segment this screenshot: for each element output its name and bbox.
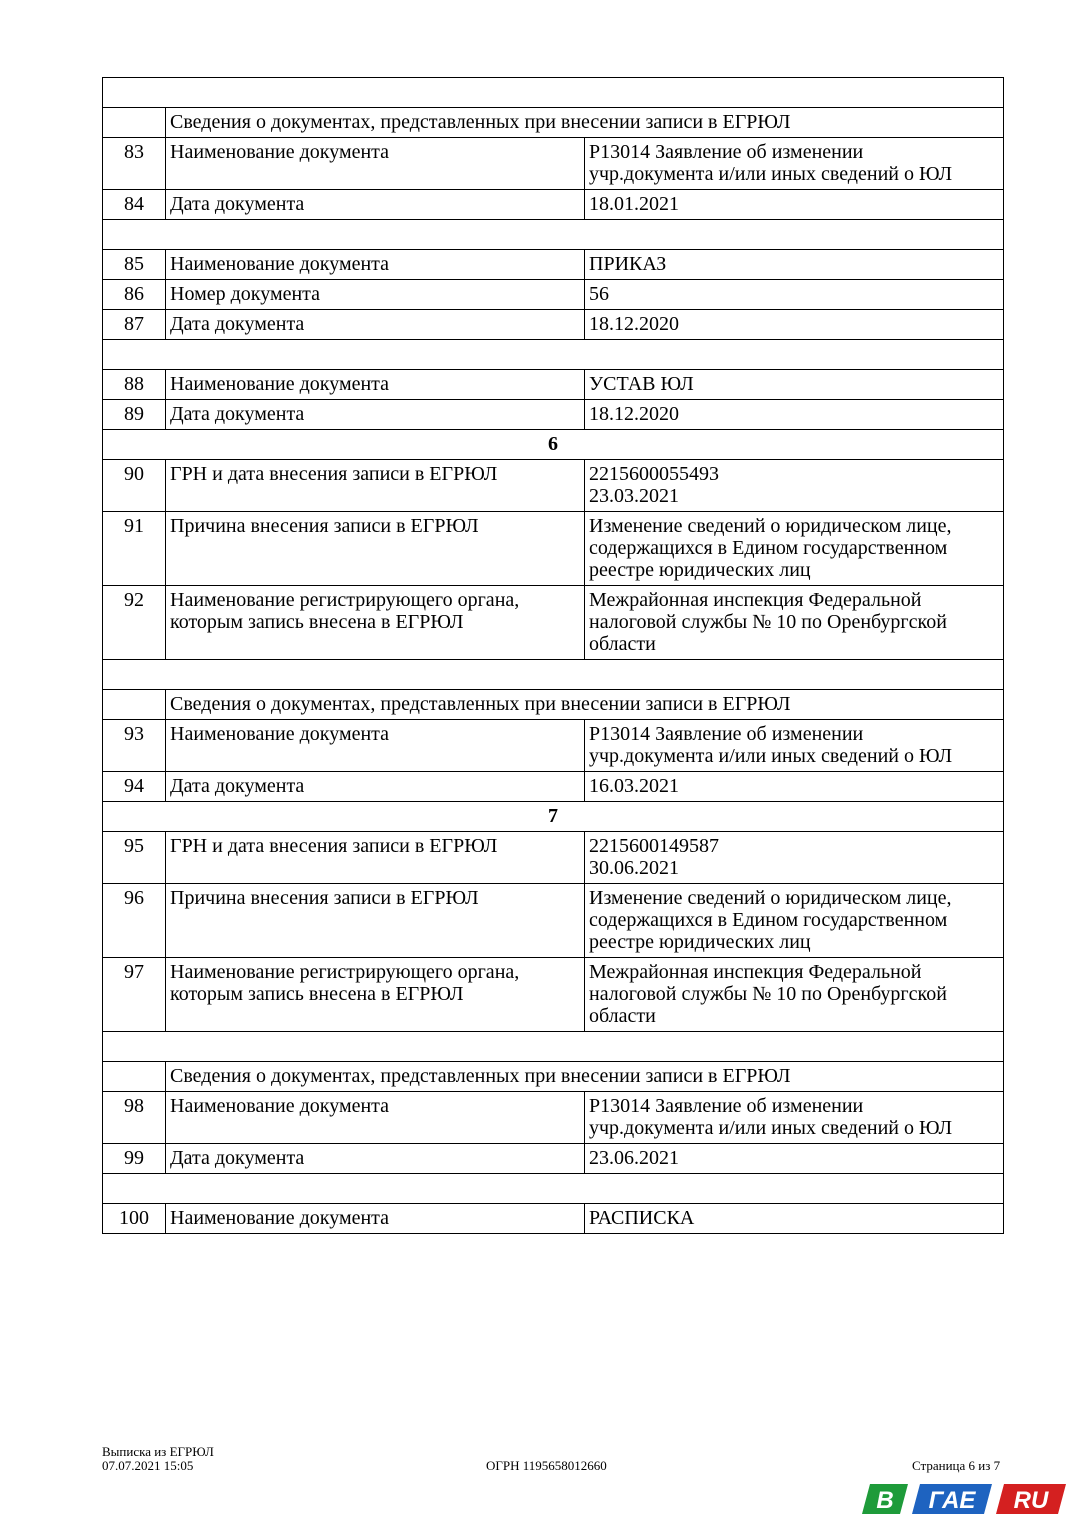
row-value: 2215600055493 23.03.2021: [585, 460, 1004, 512]
table-row: [103, 1204, 1004, 1234]
table-row: [103, 460, 1004, 512]
row-value: 56: [585, 280, 1004, 310]
row-number: 93: [103, 720, 166, 772]
blank-cell: [103, 220, 1004, 250]
row-label: Дата документа: [166, 400, 585, 430]
row-value: УСТАВ ЮЛ: [585, 370, 1004, 400]
row-label: Причина внесения записи в ЕГРЮЛ: [166, 884, 585, 958]
row-number: 98: [103, 1092, 166, 1144]
row-value: Р13014 Заявление об изменении учр.документа и/или иных сведений о ЮЛ: [585, 138, 1004, 190]
table-row: [103, 138, 1004, 190]
table-row: [103, 370, 1004, 400]
table-row: [103, 512, 1004, 586]
row-label: Дата документа: [166, 1144, 585, 1174]
row-value: Р13014 Заявление об изменении учр.документа и/или иных сведений о ЮЛ: [585, 720, 1004, 772]
row-label: Дата документа: [166, 310, 585, 340]
row-value: 23.06.2021: [585, 1144, 1004, 1174]
empty-num-cell: [103, 690, 166, 720]
blank-row: [103, 660, 1004, 690]
row-value: Изменение сведений о юридическом лице, содержащихся в Едином государственном реестре юридических лиц: [585, 884, 1004, 958]
row-value: 18.12.2020: [585, 400, 1004, 430]
section-number: 7: [103, 802, 1004, 832]
row-value: 18.01.2021: [585, 190, 1004, 220]
logo-part-0-text: В: [876, 1487, 894, 1514]
row-number: 90: [103, 460, 166, 512]
blank-row: [103, 220, 1004, 250]
row-value: Межрайонная инспекция Федеральной налоговой службы № 10 по Оренбургской области: [585, 958, 1004, 1032]
row-number: 92: [103, 586, 166, 660]
row-number: 84: [103, 190, 166, 220]
table-row: [103, 190, 1004, 220]
documents-header: Сведения о документах, представленных при внесении записи в ЕГРЮЛ: [166, 1062, 1004, 1092]
section-number-row: [103, 430, 1004, 460]
table-row: [103, 772, 1004, 802]
row-label: Причина внесения записи в ЕГРЮЛ: [166, 512, 585, 586]
table-row: [103, 720, 1004, 772]
row-number: 86: [103, 280, 166, 310]
row-number: 99: [103, 1144, 166, 1174]
row-label: Наименование документа: [166, 1204, 585, 1234]
blank-row: [103, 78, 1004, 108]
blank-cell: [103, 1174, 1004, 1204]
row-label: Наименование документа: [166, 138, 585, 190]
row-number: 88: [103, 370, 166, 400]
table-row: [103, 958, 1004, 1032]
row-number: 97: [103, 958, 166, 1032]
table-row: [103, 1092, 1004, 1144]
row-number: 91: [103, 512, 166, 586]
site-logo-watermark: [860, 1480, 1070, 1518]
row-number: 83: [103, 138, 166, 190]
table-row: [103, 250, 1004, 280]
table-row: [103, 884, 1004, 958]
row-value: 18.12.2020: [585, 310, 1004, 340]
footer-page-number: Страница 6 из 7: [912, 1458, 1001, 1473]
row-value: Р13014 Заявление об изменении учр.документа и/или иных сведений о ЮЛ: [585, 1092, 1004, 1144]
row-label: Номер документа: [166, 280, 585, 310]
row-label: ГРН и дата внесения записи в ЕГРЮЛ: [166, 460, 585, 512]
blank-row: [103, 340, 1004, 370]
logo-part-2-text: RU: [1013, 1487, 1049, 1514]
row-label: ГРН и дата внесения записи в ЕГРЮЛ: [166, 832, 585, 884]
row-label: Дата документа: [166, 772, 585, 802]
row-number: 96: [103, 884, 166, 958]
table-row: [103, 310, 1004, 340]
blank-cell: [103, 660, 1004, 690]
row-value: 2215600149587 30.06.2021: [585, 832, 1004, 884]
row-label: Дата документа: [166, 190, 585, 220]
blank-row: [103, 1174, 1004, 1204]
blank-row: [103, 1032, 1004, 1062]
footer-doc-title: Выписка из ЕГРЮЛ: [102, 1444, 214, 1459]
row-value: РАСПИСКА: [585, 1204, 1004, 1234]
row-value: Изменение сведений о юридическом лице, содержащихся в Едином государственном реестре юридических лиц: [585, 512, 1004, 586]
table-row: [103, 586, 1004, 660]
row-value: Межрайонная инспекция Федеральной налоговой службы № 10 по Оренбургской области: [585, 586, 1004, 660]
row-label: Наименование документа: [166, 370, 585, 400]
row-number: 94: [103, 772, 166, 802]
empty-num-cell: [103, 108, 166, 138]
row-number: 85: [103, 250, 166, 280]
section-number-row: [103, 802, 1004, 832]
documents-header-row: [103, 1062, 1004, 1092]
footer-ogrn: ОГРН 1195658012660: [486, 1458, 607, 1473]
documents-header: Сведения о документах, представленных при внесении записи в ЕГРЮЛ: [166, 690, 1004, 720]
row-number: 89: [103, 400, 166, 430]
egrul-extract-table: [102, 77, 1004, 1234]
row-number: 95: [103, 832, 166, 884]
row-label: Наименование документа: [166, 250, 585, 280]
section-number: 6: [103, 430, 1004, 460]
blank-cell: [103, 78, 1004, 108]
row-number: 100: [103, 1204, 166, 1234]
row-label: Наименование документа: [166, 720, 585, 772]
empty-num-cell: [103, 1062, 166, 1092]
row-label: Наименование регистрирующего органа, которым запись внесена в ЕГРЮЛ: [166, 586, 585, 660]
row-label: Наименование документа: [166, 1092, 585, 1144]
row-value: ПРИКАЗ: [585, 250, 1004, 280]
row-label: Наименование регистрирующего органа, которым запись внесена в ЕГРЮЛ: [166, 958, 585, 1032]
row-number: 87: [103, 310, 166, 340]
table-row: [103, 1144, 1004, 1174]
blank-cell: [103, 340, 1004, 370]
row-value: 16.03.2021: [585, 772, 1004, 802]
table-row: [103, 832, 1004, 884]
table-row: [103, 280, 1004, 310]
table-row: [103, 400, 1004, 430]
footer-datetime: 07.07.2021 15:05: [102, 1458, 194, 1473]
documents-header-row: [103, 690, 1004, 720]
logo-part-1-text: ГАЕ: [928, 1487, 976, 1514]
documents-header: Сведения о документах, представленных при внесении записи в ЕГРЮЛ: [166, 108, 1004, 138]
blank-cell: [103, 1032, 1004, 1062]
documents-header-row: [103, 108, 1004, 138]
